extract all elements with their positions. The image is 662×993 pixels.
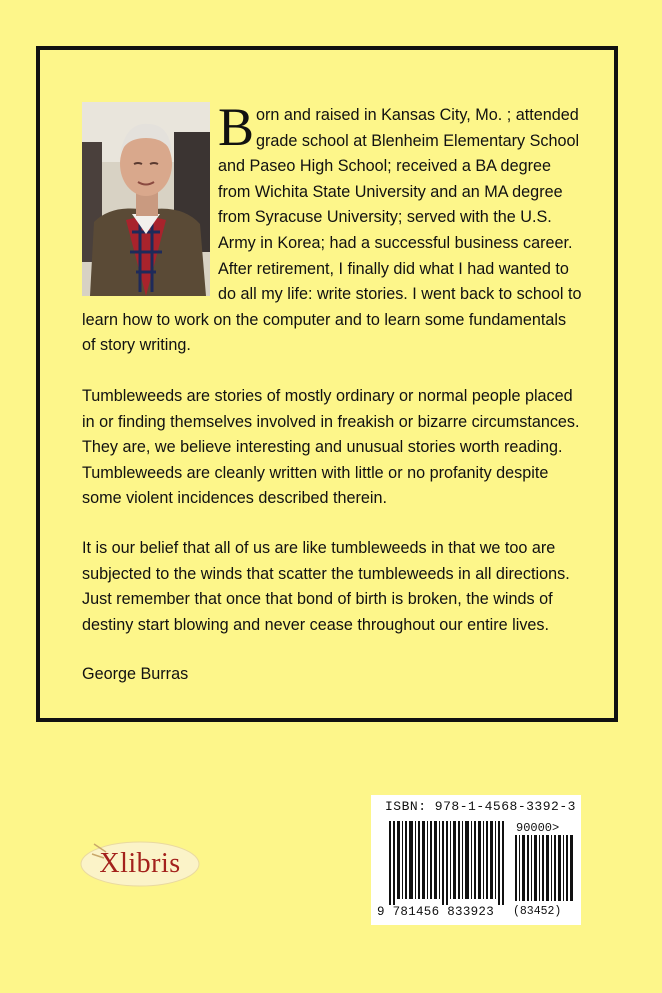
description-paragraph-2: It is our belief that all of us are like tumbleweeds in that we too are subjected to the winds that scatter the tumbleweeds in all directions. Just remember that once that bond of birth is broken, the winds of destiny start blowing and never cease throughout our entire lives. [82,539,570,634]
ean-digits: 9 781456 833923 [377,905,495,919]
author-signature: George Burras [82,665,189,683]
addon-digits: (83452) [513,905,562,918]
barcode [371,795,581,925]
bio-text: orn and raised in Kansas City, Mo. ; attended grade school at Blenheim Elementary School and Paseo High School; received a BA degree from Wichita State University and an MA degree from Syracuse University; served with the U.S. Army in Korea; had a successful business career. After retirement, I finally did what I had wanted to do all my life: write stories. I went back to school to learn how to work on the computer and to learn some fundamentals of story writing. [82,106,582,355]
description-paragraph-1: Tumbleweeds are stories of mostly ordinary or normal people placed in or finding themselves involved in freakish or bizarre circumstances. They are, we believe interesting and unusual stories worth reading. Tumbleweeds are cleanly written with little or no profanity despite some violent incidences described therein. [82,387,580,508]
addon-barcode-bars [515,835,575,901]
publisher-logo-text: Xlibris [99,848,181,879]
price-code: 90000> [516,821,560,835]
publisher-logo [80,838,200,890]
drop-cap: B [218,97,254,157]
author-bio [82,97,582,359]
ean-barcode-bars [389,821,509,905]
isbn-label: ISBN: 978-1-4568-3392-3 [385,799,576,814]
